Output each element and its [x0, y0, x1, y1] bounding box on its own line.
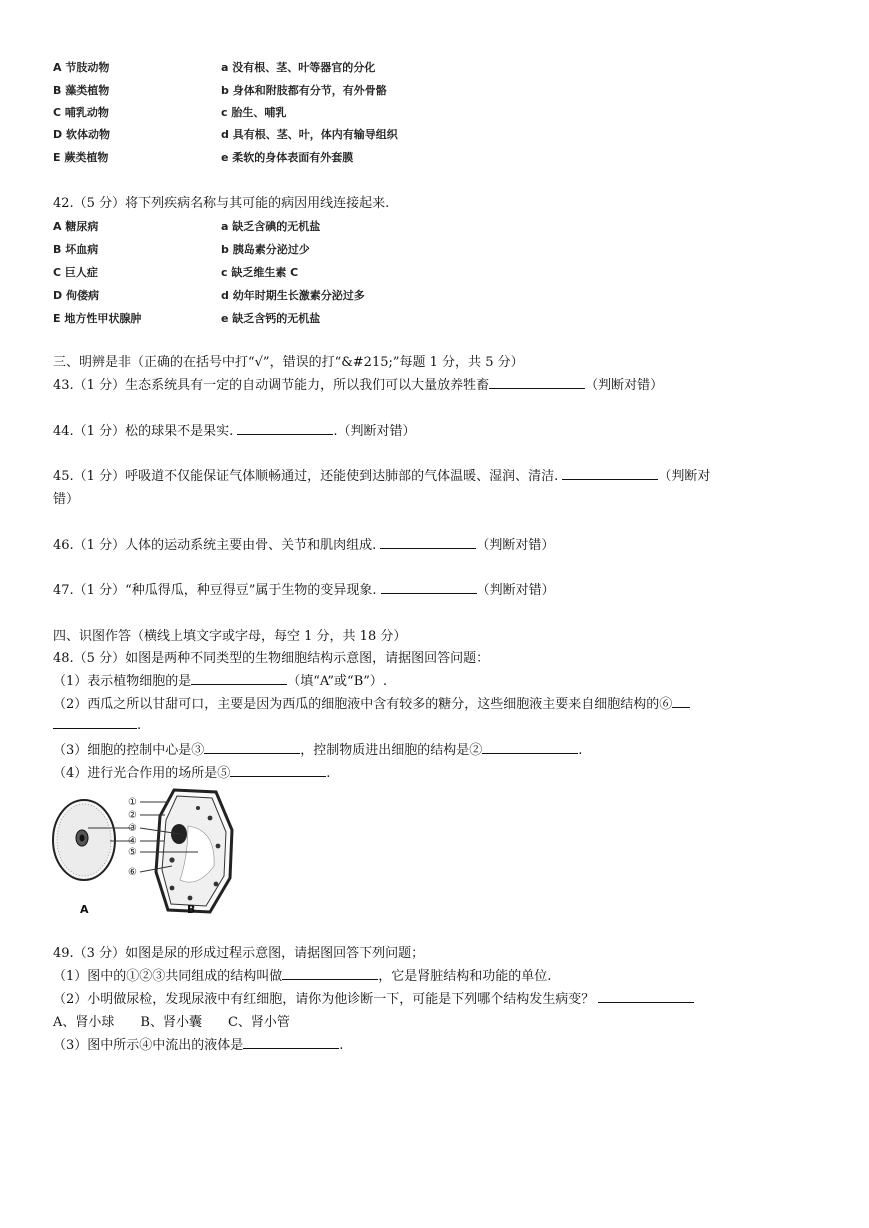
q48-part2-cont — [53, 716, 141, 733]
q48-part3 — [53, 739, 582, 758]
q48-part1-text: （1）表示植物细胞的是 — [53, 674, 192, 689]
q48-part1 — [53, 670, 387, 689]
match1-left-a: A 节肢动物 — [53, 61, 110, 74]
q48-part3-suffix: . — [578, 743, 583, 758]
plant-cell-b — [156, 790, 232, 912]
q42-right-c: c 缺乏维生素 C — [221, 266, 299, 279]
q48-part2-blank-end[interactable] — [53, 716, 137, 729]
q44-suffix: .（判断对错） — [333, 424, 416, 439]
q43-text: 43.（1 分）生态系统具有一定的自动调节能力，所以我们可以大量放养牲畜 — [53, 378, 490, 393]
q48-part2-blank-start[interactable] — [672, 695, 690, 708]
q43 — [53, 374, 663, 393]
q45-answer-blank[interactable] — [562, 467, 658, 480]
q48-part4-blank[interactable] — [230, 764, 326, 777]
label-5: ⑤ — [128, 847, 137, 858]
section3-heading: 三、明辨是非（正确的在括号中打“√”，错误的打“&#215;”每题 1 分，共 5 分） — [53, 355, 524, 370]
q49-part3 — [53, 1034, 343, 1053]
match1-right-e: e 柔软的身体表面有外套膜 — [221, 151, 354, 164]
q46-text: 46.（1 分）人体的运动系统主要由骨、关节和肌肉组成. — [53, 538, 377, 553]
q46 — [53, 534, 554, 553]
cell-a-caption: A — [80, 903, 89, 916]
q45 — [53, 465, 710, 484]
q46-answer-blank[interactable] — [380, 536, 476, 549]
q49-part2 — [53, 988, 694, 1007]
label-6: ⑥ — [128, 867, 137, 878]
q44-answer-blank[interactable] — [237, 422, 333, 435]
q47-suffix: （判断对错） — [476, 583, 555, 598]
q49-part1-suffix: ，它是肾脏结构和功能的单位. — [378, 969, 552, 984]
q49-part2-text: （2）小明做尿检，发现尿液中有红细胞，请你为他诊断一下，可能是下列哪个结构发生病变？ — [53, 992, 595, 1007]
match1-left-e: E 蕨类植物 — [53, 151, 109, 164]
q47-answer-blank[interactable] — [381, 581, 477, 594]
q47 — [53, 579, 555, 598]
label-3: ③ — [128, 823, 137, 834]
q48-part4 — [53, 762, 330, 781]
q49-part1 — [53, 965, 551, 984]
q49-part2-blank[interactable] — [598, 990, 694, 1003]
q48-stem: 48.（5 分）如图是两种不同类型的生物细胞结构示意图，请据图回答问题： — [53, 651, 490, 666]
label-4: ④ — [128, 836, 137, 847]
section4-heading: 四、识图作答（横线上填文字或字母，每空 1 分，共 18 分） — [53, 629, 407, 644]
q48-part3-blank1[interactable] — [204, 741, 300, 754]
q42-stem: 42.（5 分）将下列疾病名称与其可能的病因用线连接起来. — [53, 196, 390, 211]
q42-right-a: a 缺乏含碘的无机盐 — [221, 220, 321, 233]
q43-answer-blank[interactable] — [489, 376, 585, 389]
q42-left-a: A 糖尿病 — [53, 220, 99, 233]
label-2: ② — [128, 810, 137, 821]
q48-part3-mid: ，控制物质进出细胞的结构是② — [300, 743, 483, 758]
q45-text: 45.（1 分）呼吸道不仅能保证气体顺畅通过，还能使到达肺部的气体温暖、湿润、清洁. — [53, 469, 559, 484]
q48-part4-suffix: . — [326, 766, 331, 781]
q42-left-d: D 佝偻病 — [53, 289, 99, 302]
match1-left-b: B 藻类植物 — [53, 84, 110, 97]
q45-suffix: （判断对 — [658, 469, 711, 484]
q46-suffix: （判断对错） — [476, 538, 555, 553]
q49-part3-blank[interactable] — [243, 1036, 339, 1049]
q42-right-d: d 幼年时期生长激素分泌过多 — [221, 289, 365, 302]
q44 — [53, 420, 416, 439]
label-1: ① — [128, 797, 137, 808]
q49-options: A、肾小球 B、肾小囊 C、肾小管 — [53, 1015, 290, 1030]
q42-left-e: E 地方性甲状腺肿 — [53, 312, 142, 325]
cell-b-caption: B — [187, 903, 196, 916]
q48-part1-blank[interactable] — [191, 672, 287, 685]
q42-left-c: C 巨人症 — [53, 266, 98, 279]
match1-left-d: D 软体动物 — [53, 128, 110, 141]
q43-suffix: （判断对错） — [585, 378, 664, 393]
q42-right-e: e 缺乏含钙的无机盐 — [221, 312, 321, 325]
q49-part1-blank[interactable] — [282, 967, 378, 980]
q48-part2-text: （2）西瓜之所以甘甜可口，主要是因为西瓜的细胞液中含有较多的糖分，这些细胞液主要来自细胞结构的⑥ — [53, 697, 673, 712]
q49-part3-text: （3）图中所示④中流出的液体是 — [53, 1038, 244, 1053]
q42-left-b: B 坏血病 — [53, 243, 99, 256]
q48-part2-suffix: . — [137, 718, 142, 733]
match1-left-c: C 哺乳动物 — [53, 106, 109, 119]
animal-cell-a — [53, 800, 115, 880]
q47-text: 47.（1 分）“种瓜得瓜，种豆得豆”属于生物的变异现象. — [53, 583, 377, 598]
q48-part4-text: （4）进行光合作用的场所是⑤ — [53, 766, 231, 781]
q48-part1-suffix: （填“A”或“B”）. — [287, 674, 388, 689]
q44-text: 44.（1 分）松的球果不是果实. — [53, 424, 234, 439]
match1-right-c: c 胎生、哺乳 — [221, 106, 287, 119]
match1-right-d: d 具有根、茎、叶，体内有输导组织 — [221, 128, 398, 141]
cell-structure-figure — [48, 786, 248, 916]
match1-right-a: a 没有根、茎、叶等器官的分化 — [221, 61, 376, 74]
q45-suffix-line2: 错） — [53, 492, 80, 507]
q49-part1-text: （1）图中的①②③共同组成的结构叫做 — [53, 969, 283, 984]
q49-stem: 49.（3 分）如图是尿的形成过程示意图，请据图回答下列问题； — [53, 946, 425, 961]
q49-part3-suffix: . — [339, 1038, 344, 1053]
q48-part3-text: （3）细胞的控制中心是③ — [53, 743, 205, 758]
q48-part3-blank2[interactable] — [482, 741, 578, 754]
match1-right-b: b 身体和附肢都有分节，有外骨骼 — [221, 84, 387, 97]
q48-part2 — [53, 693, 690, 712]
q42-right-b: b 胰岛素分泌过少 — [221, 243, 310, 256]
